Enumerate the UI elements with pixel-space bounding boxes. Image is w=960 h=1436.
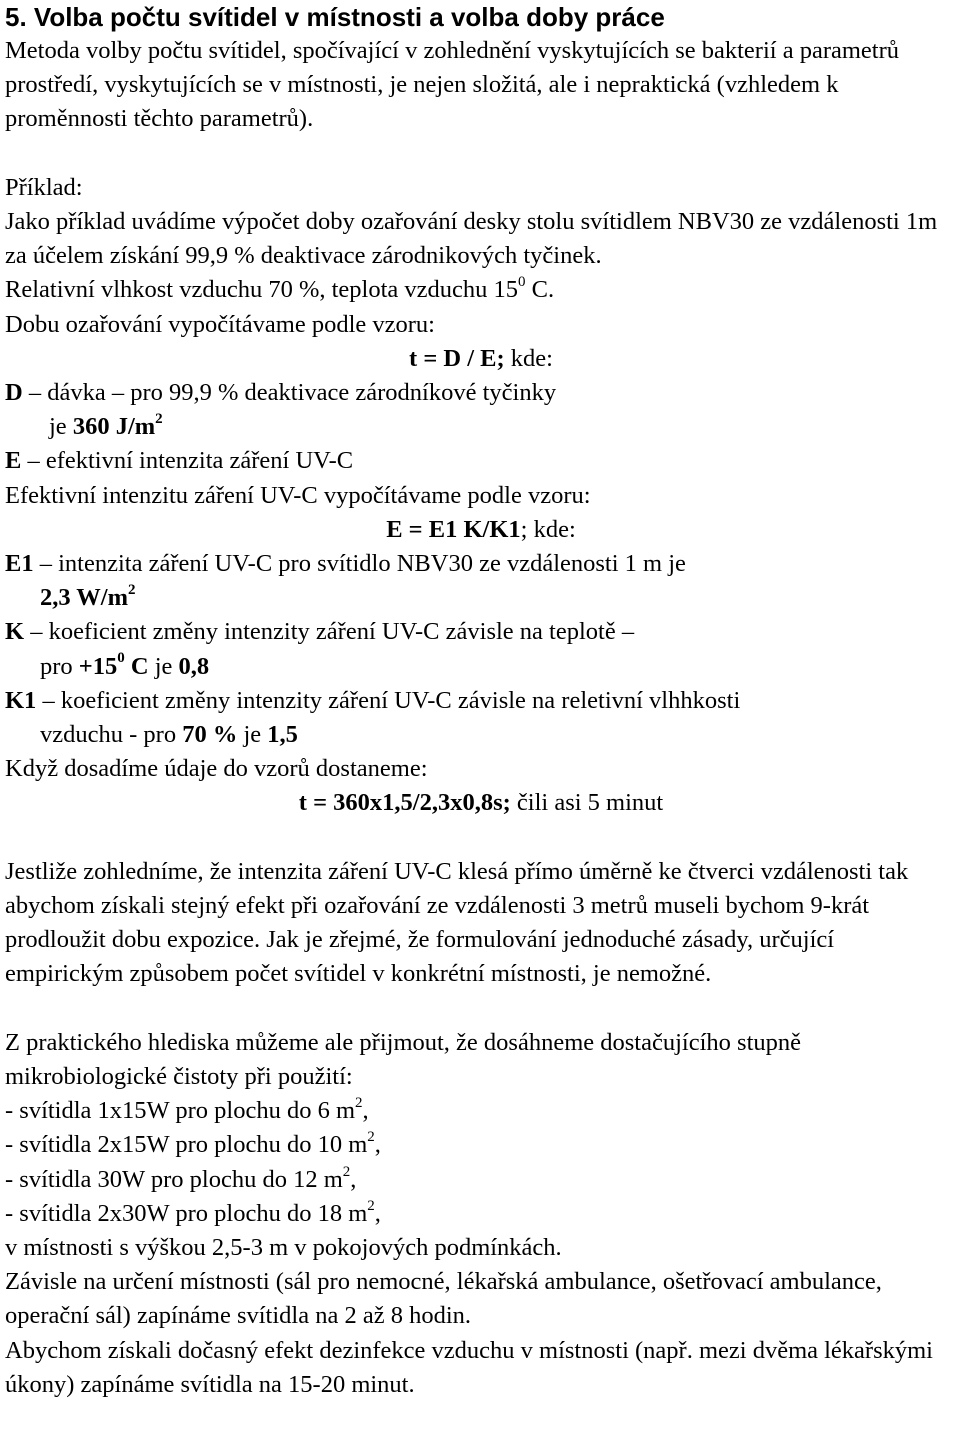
- def-e1-value: 2,3 $W/m^2$: [40, 582, 136, 612]
- list-item: - svítidla 2x15W pro plochu do 10 $m^2$,: [5, 1129, 381, 1159]
- list-item: - svítidla 2x30W pro plochu do 18 $m^2$,: [5, 1197, 381, 1227]
- def-k1-value: vzduchu - pro 70 % je 1,5: [40, 721, 298, 749]
- conditions-line: v místnosti s výškou 2,5-3 m v pokojových podmínkách.: [5, 1234, 562, 1262]
- def-e: E – efektivní intenzita záření UV-C: [5, 447, 354, 475]
- def-k: K – koeficient změny intenzity záření UV-C závisle na teplotě –: [5, 618, 635, 646]
- result-intro: Když dosadíme údaje do vzorů dostaneme:: [5, 755, 428, 783]
- def-k-value: pro $+15^0$ C je 0,8: [40, 650, 210, 680]
- formula-t: t = D / E; kde:: [409, 344, 553, 372]
- list-item: - svítidla 30W pro plochu do 12 $m^2$,: [5, 1163, 357, 1193]
- formula-intro: Dobu ozařování vypočítávame podle vzoru:: [5, 310, 435, 338]
- practical-intro: Z praktického hlediska můžeme ale přijmout, že dosáhneme dostačujícího stupně mikrobiologické čistoty při použití:: [5, 1028, 801, 1091]
- formula-e: E = E1 K/K1; kde:: [386, 515, 576, 543]
- example-text: Jako příklad uvádíme výpočet doby ozařování desky stolu svítidlem NBV30 ze vzdálenosti 1m za účelem získání 99,9 % deaktivace zárodnikových tyčinek.: [5, 208, 938, 270]
- humidity-line: Relativní vlhkost vzduchu 70 %, teplota vzduchu $15^0$ C.: [5, 274, 555, 304]
- def-d: D – dávka – pro 99,9 % deaktivace zárodníkové tyčinky: [5, 379, 557, 407]
- temporary-effect-paragraph: Abychom získali dočasný efekt dezinfekce vzduchu v místnosti (např. mezi dvěma lékařskými úkony) zapínáme svítidla na 15-20 minut.: [5, 1336, 933, 1398]
- result-formula: t = 360x1,5/2,3x0,8s; čili asi 5 minut: [298, 789, 664, 817]
- def-k1: K1 – koeficient změny intenzity záření UV-C závisle na reletivní vlhhkosti: [5, 686, 741, 714]
- luminaire-list: [5, 1094, 957, 1231]
- distance-paragraph: Jestliže zohledníme, že intenzita záření UV-C klesá přímo úměrně ke čtverci vzdálenosti tak abychom získali stejný efekt při ozařování ze vzdálenosti 3 metrů museli bychom 9-krát prodloužit dobu expozice. Jak je zřejmé, že formulování jednoduché zásady, určující empirickým způsobem počet svítidel v konkrétní místnosti, je nemožné.: [5, 857, 909, 988]
- example-label: Příklad:: [5, 173, 83, 201]
- def-d-value: je 360 $J/m^2$: [49, 411, 163, 441]
- section-heading: 5. Volba počtu svítidel v místnosti a volba doby práce: [5, 2, 665, 32]
- duration-paragraph: Závisle na určení místnosti (sál pro nemocné, lékařská ambulance, ošetřovací ambulance, operační sál) zapínáme svítidla na 2 až 8 hodin.: [5, 1268, 882, 1330]
- intro-paragraph: Metoda volby počtu svítidel, spočívající v zohlednění vyskytujících se bakterií a parametrů prostředí, vyskytujících se v místnosti, je nejen složitá, ale i nepraktická (vzhledem k proměnnosti těchto parametrů).: [5, 37, 900, 133]
- formula2-intro: Efektivní intenzitu záření UV-C vypočítávame podle vzoru:: [5, 481, 591, 509]
- def-e1: E1 – intenzita záření UV-C pro svítidlo NBV30 ze vzdálenosti 1 m je: [5, 550, 686, 578]
- list-item: - svítidla 1x15W pro plochu do 6 $m^2$,: [5, 1095, 369, 1125]
- document-page: [5, 0, 957, 1402]
